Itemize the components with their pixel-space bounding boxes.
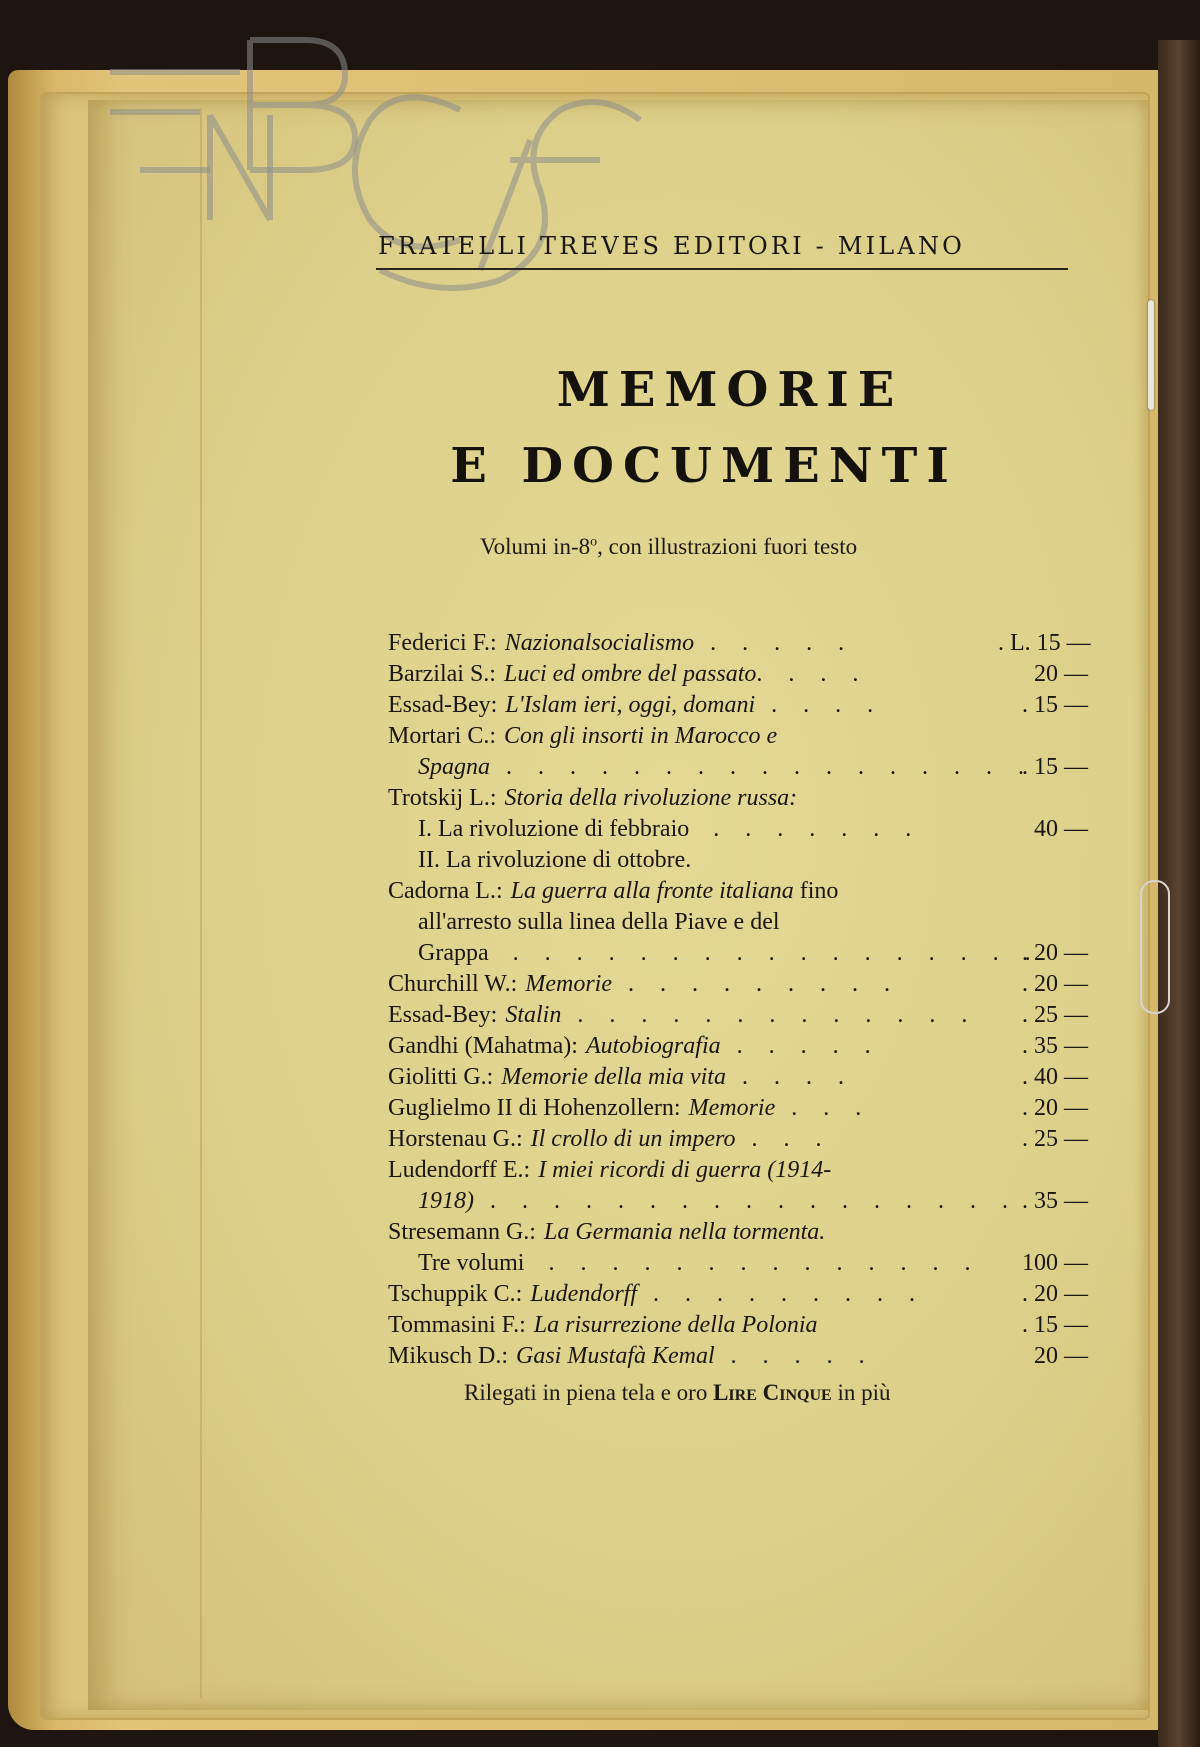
catalog-price: . 15 — [1022, 692, 1088, 718]
catalog-work: Con gli insorti in Marocco e [504, 723, 778, 749]
catalog-work: L'Islam ieri, oggi, domani [505, 692, 756, 718]
binding-note-price: Lire Cinque [713, 1380, 832, 1405]
catalog-entry [388, 969, 1088, 1000]
catalog-author: Stresemann G.: [388, 1219, 536, 1245]
catalog-list [388, 628, 1091, 1372]
binding-note-suffix: in più [837, 1380, 891, 1405]
catalog-leader-dots: . . . . . . . . . . . . . . . . . [474, 1188, 1018, 1214]
catalog-work: Nazionalsocialismo [504, 630, 695, 656]
series-title-line-2: E DOCUMENTI [450, 438, 958, 494]
catalog-work: Memorie [525, 971, 612, 997]
catalog-entry [388, 938, 1088, 969]
catalog-author: Federici F.: [388, 630, 497, 656]
catalog-author: Trotskij L.: [388, 785, 497, 811]
catalog-price: . 25 — [1022, 1126, 1088, 1152]
catalog-price: . 20 — [1022, 971, 1088, 997]
catalog-work: La risurrezione della Polonia [533, 1312, 818, 1338]
catalog-work: Il crollo di un impero [530, 1126, 736, 1152]
catalog-price: . 20 — [1022, 1281, 1088, 1307]
catalog-leader-dots: . . . . . [714, 1343, 875, 1369]
catalog-author: Mortari C.: [388, 723, 496, 749]
catalog-author: Grappa [418, 940, 489, 966]
catalog-price: . 35 — [1022, 1033, 1088, 1059]
catalog-author: Barzilai S.: [388, 661, 496, 687]
catalog-author: Horstenau G.: [388, 1126, 523, 1152]
catalog-entry [388, 1093, 1088, 1124]
subtitle-degree: o [590, 534, 598, 550]
catalog-price: 40 — [1034, 816, 1088, 842]
catalog-author: Tommasini F.: [388, 1312, 526, 1338]
header-rule [376, 268, 1068, 270]
catalog-leader-dots: . . . [735, 1126, 832, 1152]
catalog-author: Ludendorff E.: [388, 1157, 531, 1183]
catalog-entry [388, 1279, 1088, 1310]
catalog-entry [388, 1000, 1088, 1031]
catalog-entry [388, 845, 1088, 876]
catalog-entry [388, 814, 1088, 845]
catalog-leader-dots: . . . . [756, 661, 869, 687]
catalog-author: all'arresto sulla linea della Piave e del [418, 909, 780, 935]
catalog-author: II. La rivoluzione di ottobre. [418, 847, 692, 873]
catalog-work: La Germania nella tormenta. [543, 1219, 826, 1245]
catalog-entry [388, 1341, 1088, 1372]
catalog-author: Guglielmo II di Hohenzollern: [388, 1095, 681, 1121]
catalog-work: Stalin [505, 1002, 562, 1028]
bncf-watermark-logo [80, 20, 720, 320]
catalog-author: Giolitti G.: [388, 1064, 494, 1090]
catalog-work: La guerra alla fronte italiana [510, 878, 794, 904]
catalog-author: Tre volumi [418, 1250, 525, 1276]
page-gutter [104, 108, 202, 1698]
catalog-leader-dots: . . . [775, 1095, 872, 1121]
catalog-price: . 40 — [1022, 1064, 1088, 1090]
catalog-work: Storia della rivoluzione russa: [504, 785, 798, 811]
binding-note [464, 1380, 890, 1406]
catalog-leader-dots: . . . . . . . . . . . . . [561, 1002, 978, 1028]
catalog-leader-dots: . . . . [725, 1064, 854, 1090]
catalog-leader-dots: . . . . . [720, 1033, 881, 1059]
catalog-leader-dots: . . . . . . . . . . . . . . . . . [490, 754, 1034, 780]
catalog-leader-dots: . . . . . . . . . . . . . . . . . [496, 940, 1041, 966]
catalog-entry [388, 876, 1088, 907]
catalog-price: . 15 — [1022, 754, 1088, 780]
catalog-work: Luci ed ombre del passato [503, 661, 757, 687]
catalog-work: Memorie della mia vita [501, 1064, 726, 1090]
catalog-author: Tschuppik C.: [388, 1281, 523, 1307]
catalog-price: . 20 — [1022, 1095, 1088, 1121]
catalog-leader-dots: . . . . . . . . . [611, 971, 900, 997]
staple-clip [1140, 880, 1170, 1014]
publisher-header: FRATELLI TREVES EDITORI - MILANO [378, 232, 966, 260]
series-title-line-1: MEMORIE [556, 362, 904, 418]
catalog-price: . L. 15 — [998, 630, 1091, 656]
catalog-price: . 15 — [1022, 1312, 1088, 1338]
catalog-leader-dots: . . . . . [694, 630, 855, 656]
catalog-entry [388, 1124, 1088, 1155]
catalog-price: 20 — [1034, 661, 1088, 687]
subtitle-prefix: Volumi in-8 [480, 534, 591, 559]
catalog-author: Cadorna L.: [388, 878, 503, 904]
catalog-entry [388, 1155, 1088, 1186]
catalog-entry [388, 1062, 1088, 1093]
catalog-entry [388, 1310, 1088, 1341]
catalog-leader-dots: . . . . . . . [697, 816, 922, 842]
catalog-price: 20 — [1034, 1343, 1088, 1369]
bncf-watermark [80, 20, 720, 320]
catalog-trailing: fino [793, 878, 839, 904]
catalog-author: I. La rivoluzione di febbraio [418, 816, 690, 842]
catalog-entry [388, 1031, 1088, 1062]
catalog-entry [388, 1248, 1088, 1279]
catalog-price: . 25 — [1022, 1002, 1088, 1028]
catalog-author: Churchill W.: [388, 971, 518, 997]
catalog-entry [388, 752, 1088, 783]
catalog-work: Gasi Mustafà Kemal [516, 1343, 715, 1369]
catalog-price: . 35 — [1022, 1188, 1088, 1214]
series-subtitle [480, 534, 857, 560]
binding-thread [1148, 300, 1154, 410]
catalog-leader-dots: . . . . . . . . . . . . . . [532, 1250, 981, 1276]
catalog-work: 1918) [418, 1188, 474, 1214]
catalog-author: Essad-Bey: [388, 1002, 498, 1028]
catalog-entry [388, 628, 1091, 659]
catalog-work: Ludendorff [530, 1281, 638, 1307]
catalog-work: Memorie [688, 1095, 776, 1121]
catalog-work: Spagna [418, 754, 490, 780]
catalog-entry [388, 907, 1088, 938]
catalog-entry [388, 783, 1088, 814]
catalog-price: 100 — [1022, 1250, 1088, 1276]
binding-note-prefix: Rilegati in piena tela e oro [464, 1380, 708, 1405]
catalog-entry [388, 1186, 1088, 1217]
catalog-entry [388, 659, 1088, 690]
catalog-price: . 20 — [1022, 940, 1088, 966]
catalog-entry [388, 690, 1088, 721]
catalog-work: Autobiografia [585, 1033, 721, 1059]
catalog-author: Mikusch D.: [388, 1343, 508, 1369]
subtitle-suffix: , con illustrazioni fuori testo [597, 534, 858, 559]
catalog-leader-dots: . . . . [755, 692, 884, 718]
catalog-author: Essad-Bey: [388, 692, 498, 718]
catalog-entry [388, 1217, 1088, 1248]
catalog-leader-dots: . . . . . . . . . [637, 1281, 926, 1307]
catalog-entry [388, 721, 1088, 752]
catalog-author: Gandhi (Mahatma): [388, 1033, 578, 1059]
catalog-work: I miei ricordi di guerra (1914- [538, 1157, 832, 1183]
